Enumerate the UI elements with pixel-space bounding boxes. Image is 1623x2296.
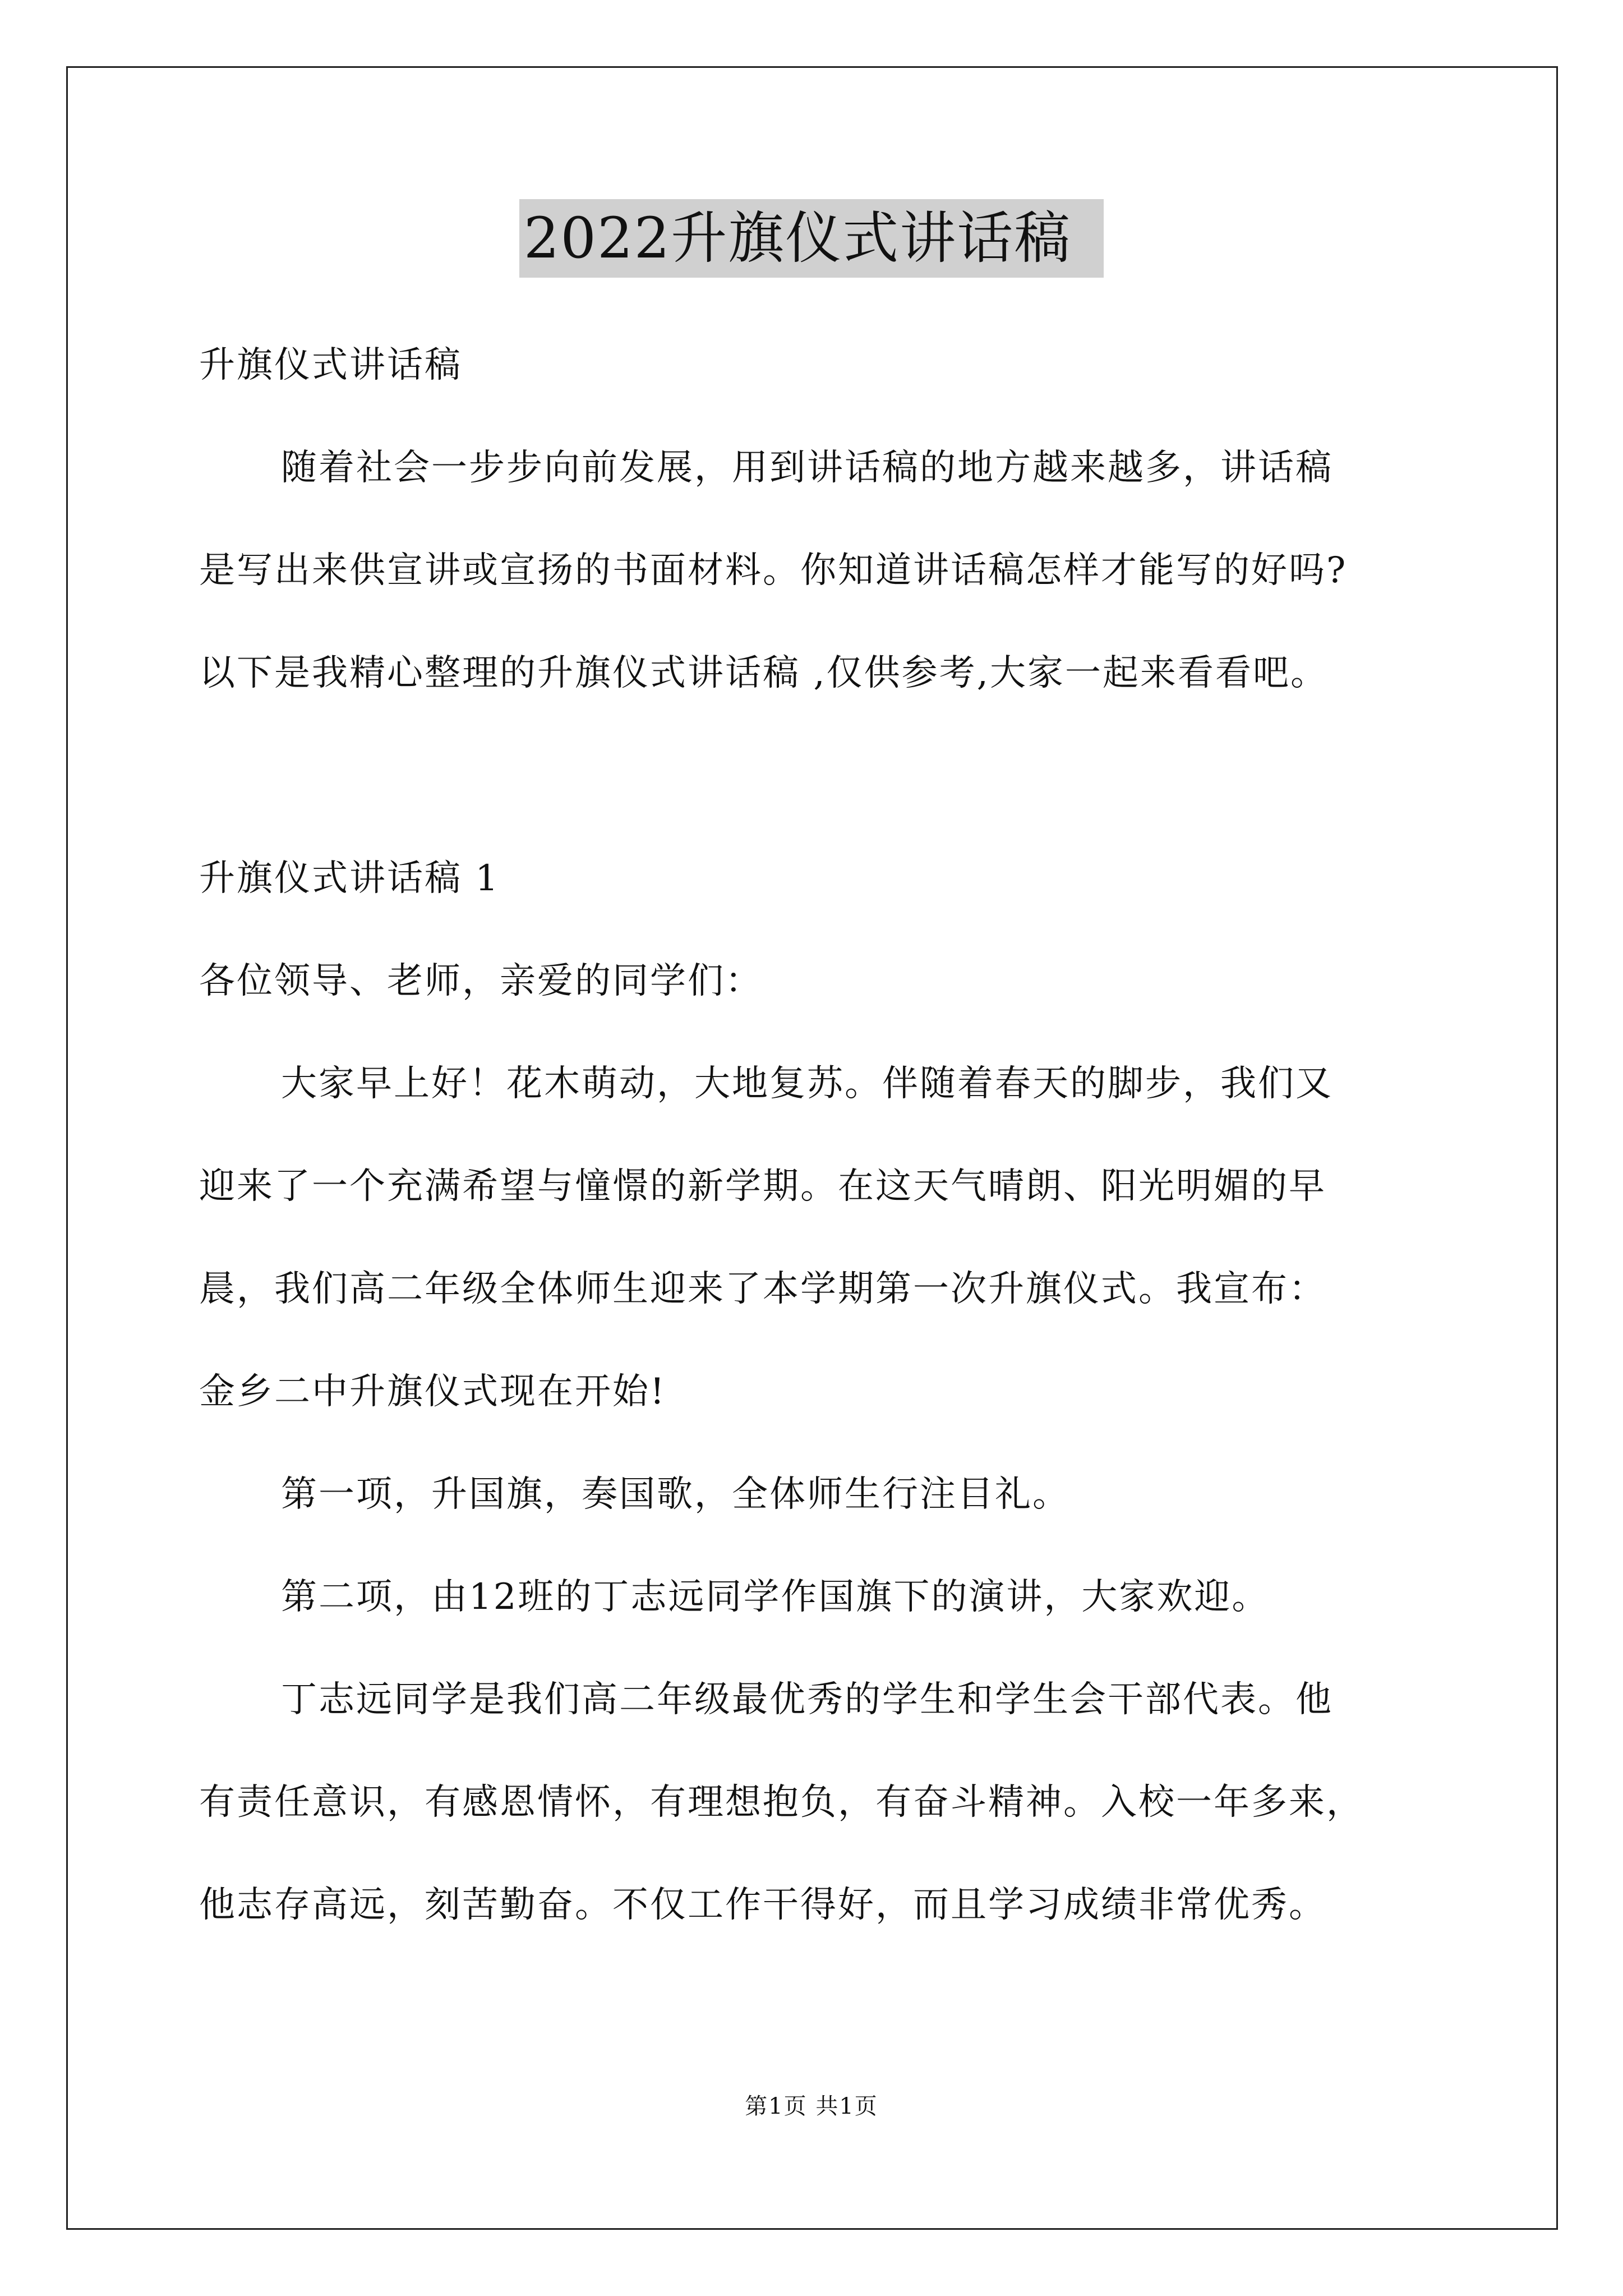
paragraph-line: 有责任意识，有感恩情怀，有理想抱负，有奋斗精神。入校一年多来，: [199, 1782, 1364, 1823]
blank-line: [199, 725, 1433, 827]
title-container: [0, 199, 1623, 278]
paragraph-line: 大家早上好！花木萌动，大地复苏。伴随着春天的脚步，我们又: [281, 1063, 1333, 1105]
paragraph-line: 第二项，由12班的丁志远同学作国旗下的演讲，大家欢迎。: [281, 1576, 1270, 1618]
paragraph-line: 第一项，升国旗，奏国歌，全体师生行注目礼。: [281, 1474, 1070, 1515]
paragraph-line: 丁志远同学是我们高二年级最优秀的学生和学生会干部代表。他: [281, 1679, 1333, 1720]
paragraph-line: 是写出来供宣讲或宣扬的书面材料。你知道讲话稿怎样才能写的好吗?: [199, 550, 1348, 591]
paragraph-line: 以下是我精心整理的升旗仪式讲话稿 ,仅供参考,大家一起来看看吧。: [199, 652, 1329, 694]
paragraph-line: 随着社会一步步向前发展，用到讲话稿的地方越来越多，讲话稿: [281, 447, 1333, 489]
paragraph-line: 迎来了一个充满希望与憧憬的新学期。在这天气晴朗、阳光明媚的早: [199, 1166, 1326, 1207]
document-title: 2022升旗仪式讲话稿: [519, 199, 1104, 278]
section-heading: 升旗仪式讲话稿: [199, 344, 462, 386]
page-footer: 第1页 共1页: [745, 2093, 878, 2119]
paragraph-line: 金乡二中升旗仪式现在开始!: [199, 1371, 666, 1412]
paragraph-line: 他志存高远，刻苦勤奋。不仅工作干得好，而且学习成绩非常优秀。: [199, 1884, 1326, 1926]
document-body: [199, 314, 1433, 1957]
section-heading: 升旗仪式讲话稿 1: [199, 858, 500, 899]
salutation-line: 各位领导、老师，亲爱的同学们：: [199, 960, 763, 1002]
paragraph-line: 晨，我们高二年级全体师生迎来了本学期第一次升旗仪式。我宣布：: [199, 1268, 1326, 1310]
